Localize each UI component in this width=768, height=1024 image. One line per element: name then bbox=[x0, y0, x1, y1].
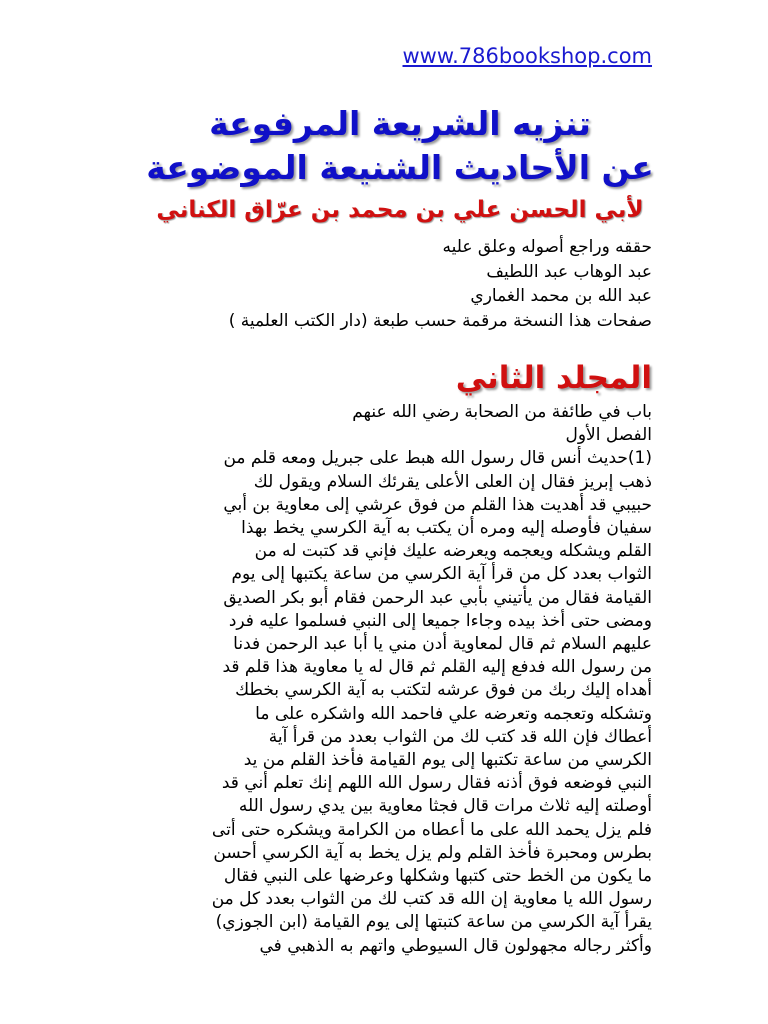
credits-line: حققه وراجع أصوله وعلق عليه bbox=[442, 237, 652, 257]
credits-line: صفحات هذا النسخة مرقمة حسب طبعة (دار الكتب العلمية ) bbox=[228, 310, 652, 331]
body-text bbox=[112, 401, 652, 958]
volume-heading: المجلد الثاني bbox=[455, 360, 652, 396]
text-line: رسول الله يا معاوية إن الله قد كتب لك من الثواب بعدد كل من bbox=[211, 889, 652, 910]
text-line: ما يكون من الخط حتى كتبها وشكلها وعرضها على النبي فقال bbox=[223, 866, 652, 887]
text-line: حبيبي قد أهديت هذا القلم من فوق عرشي إلى معاوية بن أبي bbox=[223, 494, 652, 515]
text-line: فلم يزل يحمد الله على ما أعطاه من الكرامة ويشكره حتى أتى bbox=[211, 819, 652, 840]
text-line: الثواب بعدد كل من قرأ آية الكرسي من ساعة يكتبها إلى يوم bbox=[231, 564, 652, 585]
text-line: أعطاك فإن الله قد كتب لك من الثواب بعدد من قرأ آية bbox=[268, 726, 652, 747]
book-title-line-2: عن الأحاديث الشنيعة الموضوعة bbox=[146, 148, 654, 187]
book-title-block bbox=[90, 102, 710, 230]
text-line: بطرس ومحبرة فأخذ القلم ولم يزل يخط به آية الكرسي أحسن bbox=[213, 842, 652, 863]
text-line: وتشكله وتعجمه وتعرضه علي فاحمد الله واشكره على ما bbox=[255, 703, 652, 724]
text-line: يقرأ آية الكرسي من ساعة كتبتها إلى يوم القيامة (ابن الجوزي) bbox=[215, 912, 652, 933]
text-line: القلم ويشكله ويعجمه ويعرضه عليك فإني قد كتبت له من bbox=[254, 541, 652, 562]
credits-line: عبد الوهاب عبد اللطيف bbox=[486, 261, 652, 282]
credits-line: عبد الله بن محمد الغماري bbox=[470, 286, 652, 306]
text-line: من رسول الله فدفع إليه القلم ثم قال له يا معاوية هذا قلم قد bbox=[222, 657, 652, 678]
text-line: أهداه إليك ربك من فوق عرشه لتكتب به آية الكرسي بخطك bbox=[235, 680, 652, 701]
text-line: ذهب إبريز فقال إن العلى الأعلى يقرئك السلام ويقول لك bbox=[253, 471, 652, 492]
text-line: أوصلته إليه ثلاث مرات قال فجثا معاوية بين يدي رسول الله bbox=[238, 796, 652, 817]
text-line: القيامة فقال من يأتيني بأبي عبد الرحمن فقام أبو بكر الصديق bbox=[223, 587, 652, 608]
text-line: وأكثر رجاله مجهولون قال السيوطي واتهم به الذهبي في bbox=[259, 935, 652, 956]
text-line: الفصل الأول bbox=[565, 425, 652, 446]
text-line: (1)حديث أنس قال رسول الله هبط على جبريل ومعه قلم من bbox=[223, 448, 652, 469]
bookshop-link[interactable]: www.786bookshop.com bbox=[402, 44, 652, 68]
book-author: لأبي الحسن علي بن محمد بن عرّاق الكناني bbox=[156, 197, 644, 223]
text-line: عليهم السلام ثم قال لمعاوية أدن مني يا أبا عبد الرحمن فدنا bbox=[233, 634, 652, 655]
text-line: ومضى حتى أخذ بيده وجاءا جميعا إلى النبي فسلموا عليه فرد bbox=[228, 610, 652, 631]
text-line: سفيان فأوصله إليه ومره أن يكتب به آية الكرسي يخط بهذا bbox=[241, 518, 652, 539]
text-line: النبي فوضعه فوق أذنه فقال رسول الله اللهم إنك تعلم أني قد bbox=[221, 773, 652, 794]
book-title-line-1: تنزيه الشريعة المرفوعة bbox=[209, 104, 591, 143]
credits-block bbox=[92, 235, 652, 333]
text-line: الكرسي من ساعة تكتبها إلى يوم القيامة فأخذ القلم من يد bbox=[243, 750, 652, 771]
text-line: باب في طائفة من الصحابة رضي الله عنهم bbox=[352, 402, 652, 422]
